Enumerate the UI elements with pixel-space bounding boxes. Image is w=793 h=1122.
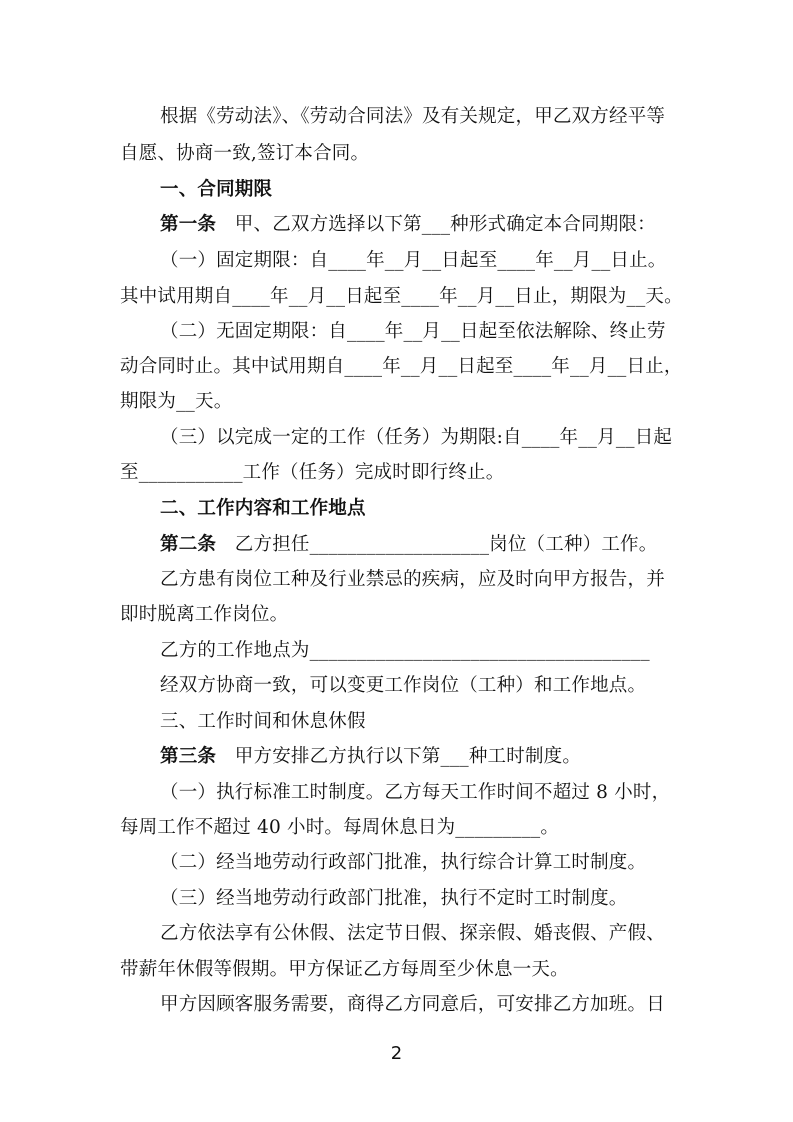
article-text: 乙方担任___________________岗位（工种）工作。 [216, 534, 658, 555]
paragraph-line: 带薪年休假等假期。甲方保证乙方每周至少休息一天。 [120, 959, 569, 980]
article-text: 甲、乙双方选择以下第___种形式确定本合同期限： [216, 214, 656, 235]
article-label: 第三条 [160, 746, 217, 767]
article-line [160, 532, 657, 558]
section-heading: 一、合同期限 [160, 179, 273, 200]
article-label: 第二条 [160, 534, 217, 555]
paragraph-line: （一）执行标准工时制度。乙方每天工作时间不超过 8 小时， [160, 782, 671, 803]
paragraph-line: 期限为__天。 [120, 391, 233, 412]
paragraph-line: 根据《劳动法》、《劳动合同法》及有关规定，甲乙双方经平等 [160, 106, 666, 127]
paragraph-line: 至___________工作（任务）完成时即行终止。 [120, 462, 505, 483]
paragraph-line: 其中试用期自____年__月__日起至____年__月__日止，期限为__天。 [120, 286, 683, 307]
paragraph-line: （二）经当地劳动行政部门批准，执行综合计算工时制度。 [160, 852, 647, 873]
article-line [160, 212, 656, 238]
paragraph-line: 甲方因顾客服务需要，商得乙方同意后，可安排乙方加班。日 [160, 994, 665, 1015]
article-label: 第一条 [160, 214, 217, 235]
paragraph-line: 经双方协商一致，可以变更工作岗位（工种）和工作地点。 [160, 675, 647, 696]
page-number: 2 [390, 1043, 403, 1064]
section-heading: 三、工作时间和休息休假 [160, 711, 366, 732]
paragraph-line: 自愿、协商一致,签订本合同。 [120, 143, 370, 164]
paragraph-line: 动合同时止。其中试用期自____年__月__日起至____年__月__日止， [120, 356, 683, 377]
paragraph-line: 乙方的工作地点为____________________________________ [160, 640, 650, 661]
paragraph-line: （三）经当地劳动行政部门批准，执行不定时工时制度。 [160, 888, 628, 909]
paragraph-line: 即时脱离工作岗位。 [120, 604, 289, 625]
paragraph-line: 乙方依法享有公休假、法定节日假、探亲假、婚丧假、产假、 [160, 923, 665, 944]
article-text: 甲方安排乙方执行以下第___种工时制度。 [216, 746, 582, 767]
paragraph-line: 乙方患有岗位工种及行业禁忌的疾病，应及时向甲方报告，并 [160, 569, 665, 590]
paragraph-line: 每周工作不超过 40 小时。每周休息日为_________。 [120, 817, 560, 838]
paragraph-line: （一）固定期限：自____年__月__日起至____年__月__日止。 [160, 250, 667, 271]
paragraph-line: （二）无固定期限：自____年__月__日起至依法解除、终止劳 [160, 321, 666, 342]
article-line [160, 744, 581, 770]
paragraph-line: （三）以完成一定的工作（任务）为期限:自____年__月__日起 [160, 427, 673, 448]
section-heading: 二、工作内容和工作地点 [160, 498, 366, 519]
